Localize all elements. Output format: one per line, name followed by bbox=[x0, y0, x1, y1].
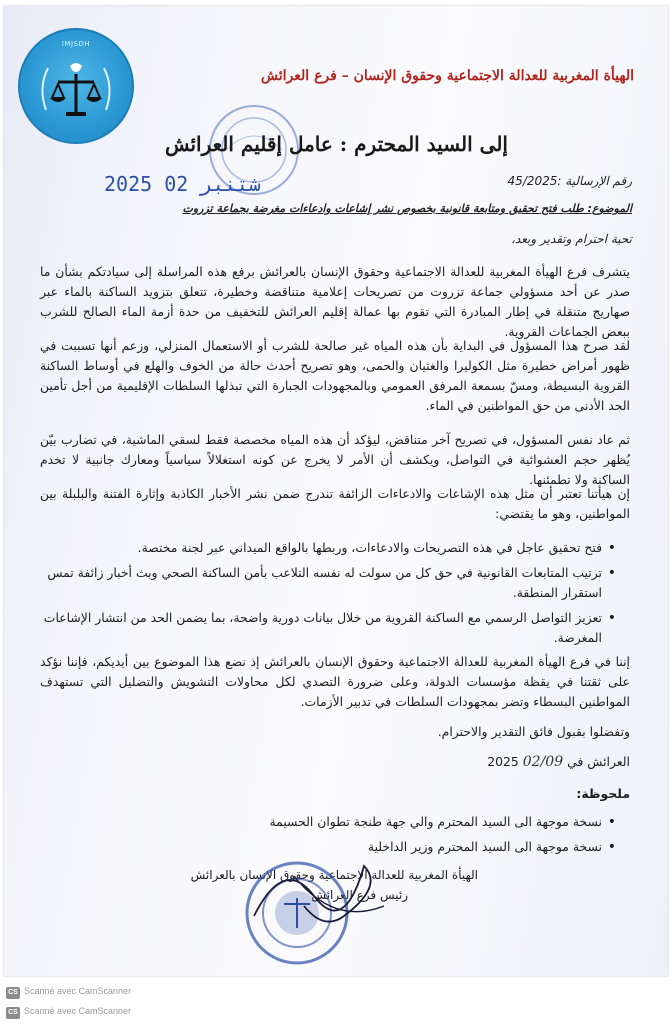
salutation: تحية احترام وتقدير وبعد، bbox=[511, 232, 632, 246]
list-item: • ترتيب المتابعات القانونية في حق كل من سولت له نفسه التلاعب بأمن الساكنة الصحي وبث أخبار زائفة تمس استقرار المنطقة. bbox=[26, 563, 616, 603]
body-paragraph-3: ثم عاد نفس المسؤول، في تصريح آخر متناقض، ليؤكد أن هذه المياه مخصصة فقط لسقي الماشية، في تضارب بيّن يُظهر حجم العشوائية في التواصل، ويكشف أن الأمر لا يخرج عن كونه استغلالاً سياسياً ومعارك جانبية لا تخدم الساكنة ولا تطمئنها. bbox=[40, 432, 630, 487]
body-paragraph-2: لقد صرح هذا المسؤول في البداية بأن هذه المياه غير صالحة للشرب أو الاستعمال المنزلي، وزعم أنها تسببت في ظهور أمراض خطيرة مثل الكوليرا والغثيان والحمى، وهو تصريح أحدث حالة من الخوف والهلع في أوساط الساكنة القروية البسيطة، ومسّ بسمعة المرفق العمومي وبالمجهودات الجبارة التي تبذلها السلطات الإقليمية من أجل تأمين الحد الأدنى من حق المواطنين في الماء. bbox=[40, 338, 630, 413]
date-year: 2025 bbox=[487, 754, 519, 769]
scanner-watermark-1 bbox=[6, 986, 131, 999]
reference-number: رقم الإرسالية :45/2025 bbox=[507, 174, 632, 188]
final-paragraph: إننا في فرع الهيأة المغربية للعدالة الاجتماعية وحقوق الإنسان بالعرائش إذ نضع هذا الموضوع بين أيديكم، فإننا نؤكد على ثقتنا في يقظة مؤسسات الدولة، وعلى ضرورة التصدي لكل محاولات التشويش والتضليل التي تستهدف المواطنين البسطاء وتضر بمجهودات السلطات في تدبير الأزمات. bbox=[40, 654, 630, 709]
scanner-text: Scanné avec CamScanner bbox=[24, 1006, 132, 1016]
scanner-watermark-2 bbox=[6, 1006, 131, 1019]
addressee: إلى السيد المحترم : عامل إقليم العرائش bbox=[164, 132, 508, 156]
body-paragraph-4: إن هيأتنا تعتبر أن مثل هذه الإشاعات والادعاءات الزائفة تندرج ضمن نشر الأخبار الكاذبة وإثارة الفتنة والبلبلة بين المواطنين، وهو ما يقتضي: bbox=[40, 486, 630, 521]
scales-of-justice-icon bbox=[34, 48, 118, 132]
logo-text: IMJSDH bbox=[61, 40, 91, 48]
document-page bbox=[4, 6, 668, 976]
closing-line: وتفضلوا بقبول فائق التقدير والاحترام. bbox=[437, 724, 630, 739]
place-date bbox=[487, 754, 630, 770]
scanner-text: Scanné avec CamScanner bbox=[24, 986, 132, 996]
signature-org: الهيأة المغربية للعدالة الاجتماعية وحقوق الإنسان بالعرائش bbox=[190, 868, 478, 882]
organization-logo bbox=[18, 28, 134, 144]
signature-role: رئيس فرع العرائش bbox=[311, 888, 408, 902]
camscanner-icon: CS bbox=[6, 987, 20, 999]
handwritten-date: 02/09 bbox=[522, 754, 564, 770]
organization-header: الهيأة المغربية للعدالة الاجتماعية وحقوق الإنسان – فرع العرائش bbox=[260, 68, 634, 84]
list-item: • نسخة موجهة الى السيد المحترم والي جهة طنجة تطوان الحسيمة bbox=[26, 812, 616, 832]
notes-heading: ملحوظة: bbox=[576, 786, 630, 801]
list-item: • تعزيز التواصل الرسمي مع الساكنة القروية من خلال بيانات دورية واضحة، بما يضمن الحد من انتشار الإشاعات المغرضة. bbox=[26, 608, 616, 648]
body-paragraph-1: يتشرف فرع الهيأة المغربية للعدالة الاجتماعية وحقوق الإنسان بالعرائش برفع هذه المراسلة إلى سيادتكم بشأن ما صدر عن أحد مسؤولي جماعة تزروت من تصريحات إعلامية متناقضة وخطيرة، تتعلق بتزويد الساكنة بالماء عبر صهاريج متنقلة في إطار المبادرة التي تقوم بها عمالة إقليم العرائش للتخفيف من حدة أزمة الماء الصالح للشرب ببعض الجماعات القروية. bbox=[40, 264, 630, 339]
list-item: • فتح تحقيق عاجل في هذه التصريحات والادعاءات، وربطها بالواقع الميداني عبر لجنة مختصة. bbox=[26, 538, 616, 558]
place-prefix: العرائش في bbox=[567, 754, 630, 769]
list-item: • نسخة موجهة الى السيد المحترم وزير الداخلية bbox=[26, 837, 616, 857]
camscanner-icon: CS bbox=[6, 1007, 20, 1019]
date-stamp: 2025 شتنبر 02 bbox=[104, 172, 261, 196]
demands-list bbox=[26, 538, 630, 653]
handwritten-signature bbox=[244, 846, 394, 946]
subject-line: الموضوع: طلب فتح تحقيق ومتابعة قانونية بخصوص نشر إشاعات وادعاءات مغرضة بجماعة تزروت bbox=[182, 202, 632, 215]
